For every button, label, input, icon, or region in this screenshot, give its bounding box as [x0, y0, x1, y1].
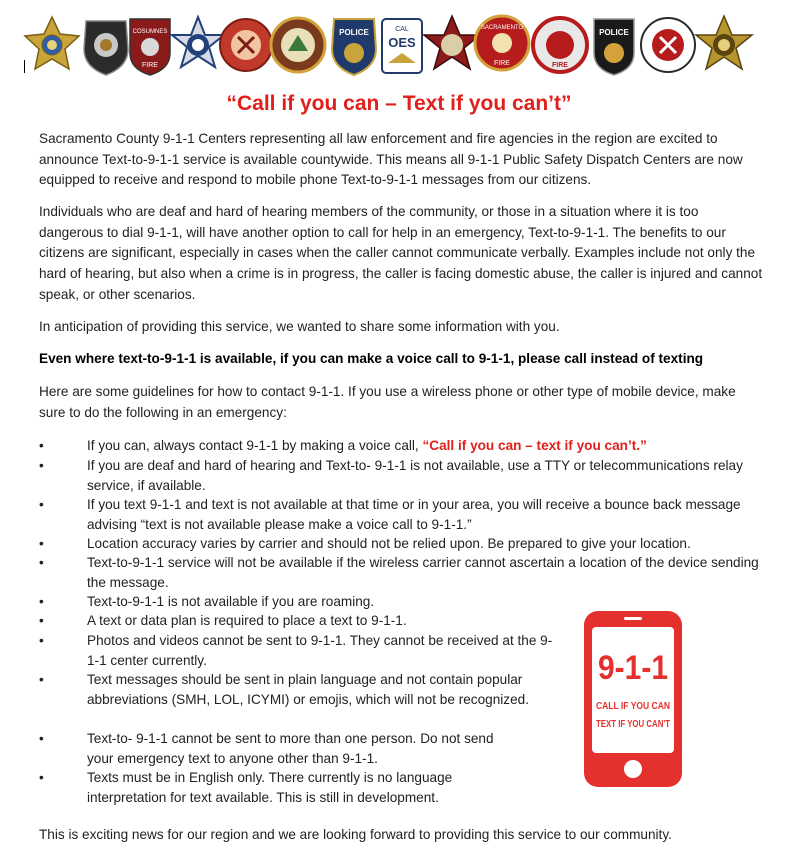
- regional-comm-center-seal: [641, 18, 695, 72]
- sheriff-shield-badge: [84, 21, 128, 75]
- anticipation-paragraph: In anticipation of providing this service, we wanted to share some information with you.: [39, 319, 560, 334]
- bullet-text: If you are deaf and hard of hearing and Text-to- 9-1-1 is not available, use a TTY or telecommunications relay service, if available.: [87, 458, 743, 493]
- cosumnes-fire-label: FIRE: [142, 62, 158, 69]
- bullet-icon: •: [39, 458, 44, 473]
- bullet-icon: •: [39, 672, 44, 687]
- benefits-paragraph: Individuals who are deaf and hard of hearing members of the community, or those in a situation where it is too dangerous to dial 9-1-1, will have another option to call for help in an emergency, Text-to-9-1-1. The benefits to our citizens are significant, especially in cases when the caller cannot communicate verbally. Examples include not only the hard of hearing, but also when a crime is in progress, the caller is facing domestic abuse, the caller is injured and cannot speak, or other scenarios.: [39, 204, 763, 302]
- bullet-text: Text-to- 9-1-1 cannot be sent to more than one person. Do not send your emergency text to anyone other than 9-1-1.: [87, 731, 494, 766]
- bullet-text: Photos and videos cannot be sent to 9-1-1. They cannot be received at the 9-1-1 center currently.: [87, 633, 553, 668]
- sacramento-label: SACRAMENTO: [480, 25, 524, 31]
- bullet-icon: •: [39, 633, 44, 648]
- bullet-icon: •: [39, 594, 44, 609]
- oes-label: OES: [388, 35, 416, 50]
- bullet-text: If you text 9-1-1 and text is not available at that time or in your area, you will receive a bounce back message advising “text is not available please make a voice call to 9-1-1.”: [87, 497, 741, 532]
- bullet-text: Text-to-9-1-1 is not available if you are roaming.: [87, 594, 375, 609]
- bullet-icon: •: [39, 770, 44, 785]
- bullet-icon: •: [39, 613, 44, 628]
- agency-logos-svg: [22, 14, 762, 76]
- red-star-badge: [424, 16, 480, 69]
- city-seal-badge: [271, 18, 325, 72]
- bullet-text: Texts must be in English only. There currently is no language interpretation for text available. This is still in development.: [87, 770, 453, 805]
- cosumnes-label: COSUMNES: [132, 29, 168, 35]
- voice-call-notice: Even where text-to-9-1-1 is available, if you can make a voice call to 9-1-1, please call instead of texting: [39, 351, 704, 366]
- bullet-text: Text-to-9-1-1 service will not be available if the wireless carrier cannot ascertain a location of the device sending the message.: [87, 555, 759, 590]
- police-shield-badge: [332, 19, 376, 75]
- text-911-phone-graphic: [582, 609, 684, 794]
- bullet-text: A text or data plan is required to place a text to 9-1-1.: [87, 613, 407, 628]
- bullet-icon: •: [39, 438, 44, 453]
- phone-line1: CALL IF YOU CAN: [596, 700, 670, 712]
- agency-logos-banner: [22, 14, 762, 76]
- metro-fire-badge: [533, 18, 587, 72]
- oes-cal-label: CAL: [395, 26, 409, 33]
- gold-star-badge: [696, 16, 752, 69]
- call-if-you-can-highlight: “Call if you can – text if you can’t.”: [422, 438, 647, 453]
- closing-paragraph: This is exciting news for our region and we are looking forward to providing this service to our community.: [39, 827, 672, 842]
- cosumnes-fire-badge: [130, 19, 170, 75]
- fire-district-badge: [220, 19, 272, 71]
- police-shield-label: POLICE: [339, 28, 369, 37]
- phone-line2: TEXT IF YOU CAN'T: [596, 718, 671, 730]
- bullet-text: Text messages should be sent in plain language and not contain popular abbreviations (SMH, LOL, ICYMI) or emojis, which will not be recognized.: [87, 672, 529, 707]
- bullet-icon: •: [39, 497, 44, 512]
- police-badge-black: [594, 19, 634, 75]
- bullet-icon: •: [39, 731, 44, 746]
- phone-icon: [582, 609, 684, 789]
- bullet-icon: •: [39, 555, 44, 570]
- page-title: “Call if you can – Text if you can’t”: [226, 92, 572, 115]
- sheriff-star-badge: [25, 17, 79, 69]
- sacramento-fire-badge: [475, 16, 529, 70]
- guidelines-intro: Here are some guidelines for how to contact 9-1-1. If you use a wireless phone or other type of mobile device, make sure to do the following in an emergency:: [39, 384, 736, 420]
- blue-star-badge: [172, 17, 224, 67]
- bullet-text: Location accuracy varies by carrier and should not be relied upon. Be prepared to give your location.: [87, 536, 691, 551]
- metro-fire-label: FIRE: [552, 62, 568, 69]
- phone-911-number: 9-1-1: [598, 649, 668, 687]
- bullet-text: If you can, always contact 9-1-1 by making a voice call,: [87, 438, 423, 453]
- sacramento-fire-label: FIRE: [494, 60, 510, 67]
- bullet-icon: •: [39, 536, 44, 551]
- text-cursor: [24, 60, 25, 73]
- cal-oes-logo: [382, 19, 422, 73]
- police-right-label: POLICE: [599, 28, 629, 37]
- intro-paragraph: Sacramento County 9-1-1 Centers representing all law enforcement and fire agencies in the region are excited to announce Text-to-9-1-1 service is available countywide. This means all 9-1-1 Public Safety Dispatch Centers are now equipped to receive and respond to mobile phone Text-to-9-1-1 messages from our citizens.: [39, 131, 743, 188]
